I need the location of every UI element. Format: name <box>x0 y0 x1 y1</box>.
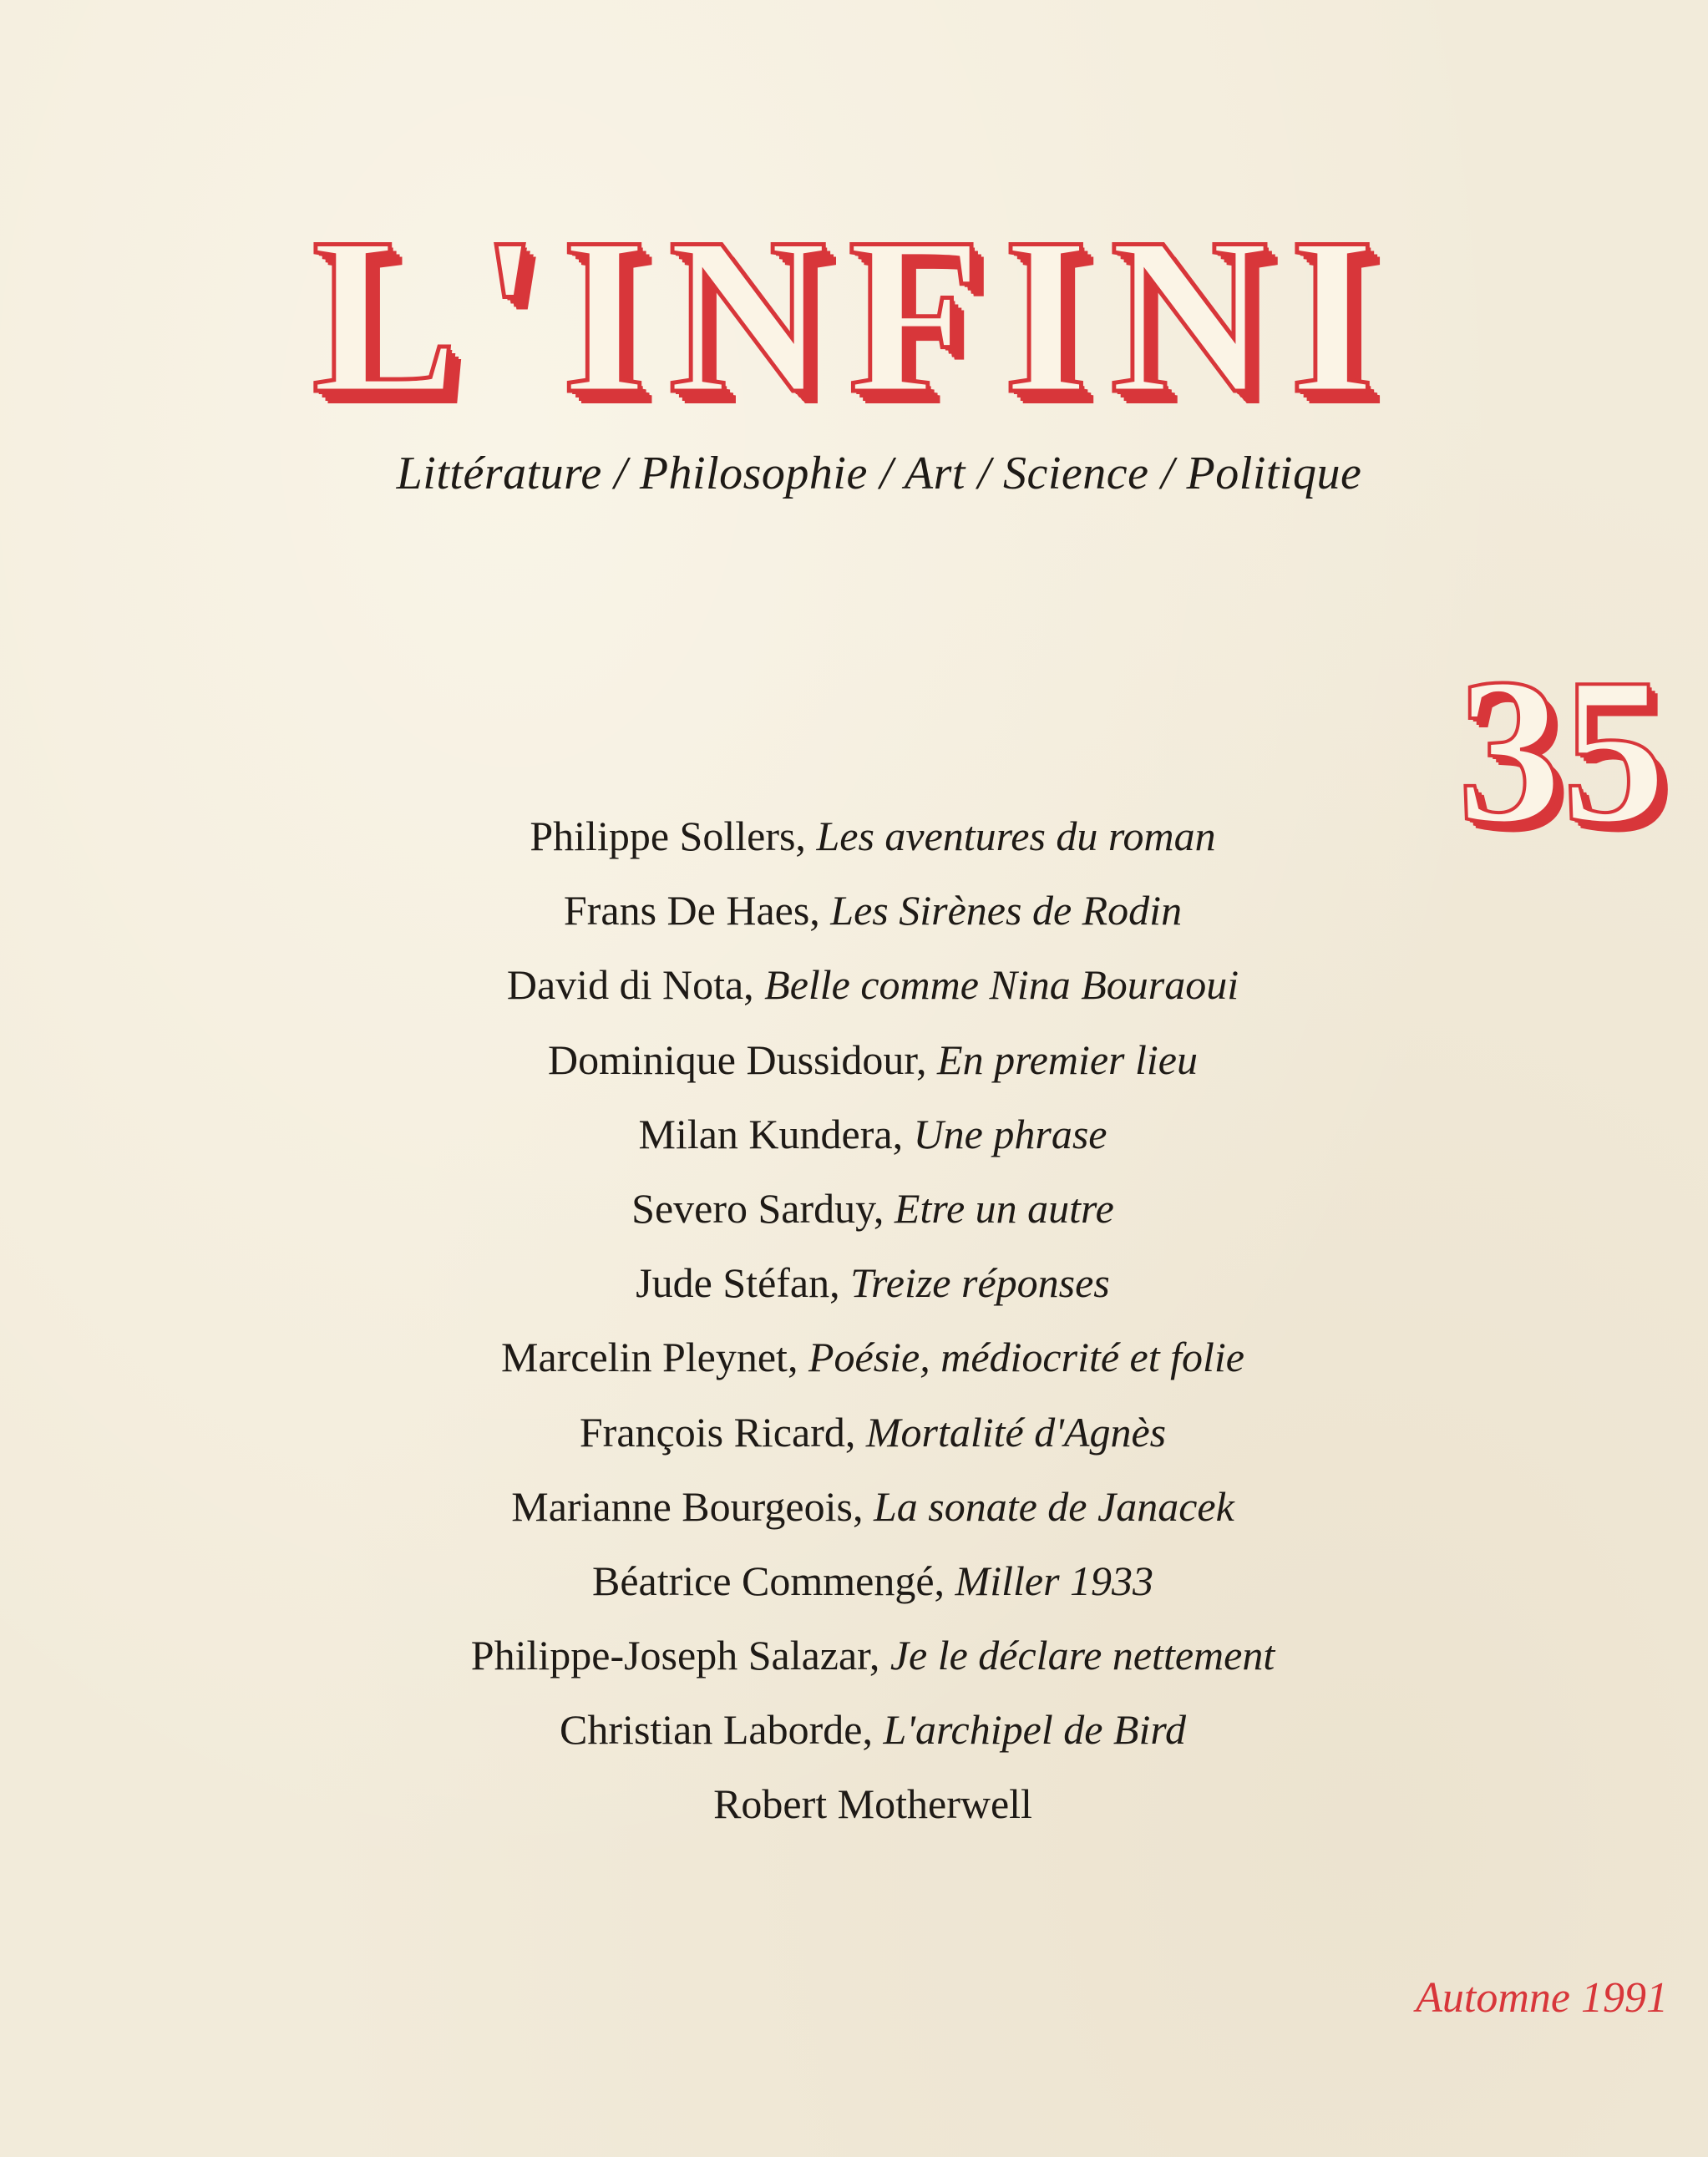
contents-title: Je le déclare nettement <box>889 1632 1275 1679</box>
contents-author: Dominique Dussidour, <box>547 1035 927 1083</box>
issue-season: Automne 1991 <box>1416 1974 1668 2022</box>
contents-item <box>0 1618 1708 1693</box>
contents-item <box>0 1767 1708 1841</box>
contents-item <box>0 873 1708 948</box>
contents-title: Treize réponses <box>850 1259 1110 1307</box>
contents-author: Milan Kundera, <box>638 1110 904 1157</box>
contents-title: La sonate de Janacek <box>873 1482 1234 1530</box>
contents-item <box>0 1470 1708 1544</box>
contents-author: Robert Motherwell <box>713 1780 1032 1828</box>
contents-author: David di Nota, <box>506 961 754 1009</box>
contents-title: Les Sirènes de Rodin <box>830 887 1183 934</box>
contents-author: Christian Laborde, <box>560 1706 873 1754</box>
contents-title: En premier lieu <box>937 1035 1198 1083</box>
contents-item <box>0 1023 1708 1097</box>
contents-author: Severo Sarduy, <box>631 1184 884 1232</box>
contents-item <box>0 1246 1708 1320</box>
contents-author: Philippe Sollers, <box>530 813 806 859</box>
contents-title: Etre un autre <box>894 1184 1114 1232</box>
contents-title: Poésie, médiocrité et folie <box>808 1334 1244 1381</box>
contents-author: Frans De Haes, <box>563 887 820 934</box>
contents-author: Jude Stéfan, <box>636 1259 840 1307</box>
masthead-title: L'INFINI <box>312 191 1396 439</box>
contents-author: François Ricard, <box>579 1408 856 1456</box>
contents-item <box>0 948 1708 1022</box>
contents-item <box>0 1693 1708 1767</box>
issue-number: 35 <box>1457 635 1666 867</box>
contents-title: L'archipel de Bird <box>883 1706 1186 1754</box>
contents-item <box>0 1395 1708 1470</box>
contents-item <box>0 1544 1708 1618</box>
contents-item <box>0 1320 1708 1395</box>
masthead-subtitle: Littérature / Philosophie / Art / Science / Politique <box>396 448 1362 499</box>
contents-title: Belle comme Nina Bouraoui <box>764 961 1239 1009</box>
contents-title: Mortalité d'Agnès <box>865 1408 1167 1456</box>
contents-author: Marianne Bourgeois, <box>511 1482 864 1530</box>
contents-author: Béatrice Commengé, <box>591 1557 945 1604</box>
contents-title: Une phrase <box>913 1110 1107 1157</box>
contents-author: Philippe-Joseph Salazar, <box>470 1632 880 1679</box>
contents-title: Les aventures du roman <box>816 813 1216 859</box>
contents-item <box>0 799 1708 873</box>
contents-author: Marcelin Pleynet, <box>501 1334 798 1381</box>
contents-item <box>0 1097 1708 1172</box>
contents-item <box>0 1172 1708 1246</box>
table-of-contents <box>0 799 1708 1842</box>
contents-title: Miller 1933 <box>955 1557 1154 1604</box>
